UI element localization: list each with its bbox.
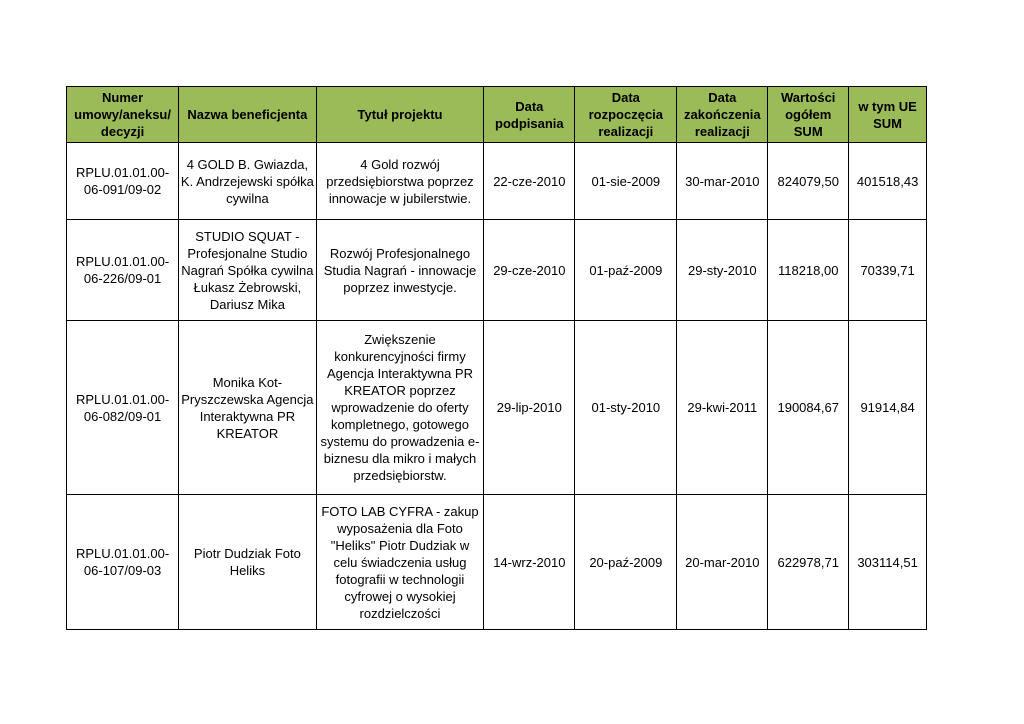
header-row xyxy=(67,87,927,143)
cell-total: 190084,67 xyxy=(768,321,849,495)
cell-end: 30-mar-2010 xyxy=(677,143,768,220)
header-signed: Data podpisania xyxy=(484,87,575,143)
header-number: Numer umowy/aneksu/ decyzji xyxy=(67,87,179,143)
cell-end: 20-mar-2010 xyxy=(677,495,768,630)
cell-beneficiary: STUDIO SQUAT - Profesjonalne Studio Nagrań Spółka cywilna Łukasz Żebrowski, Dariusz Mika xyxy=(179,220,316,321)
cell-total: 118218,00 xyxy=(768,220,849,321)
cell-start: 01-sie-2009 xyxy=(575,143,677,220)
cell-beneficiary: Piotr Dudziak Foto Heliks xyxy=(179,495,316,630)
cell-title: Zwiększenie konkurencyjności firmy Agencja Interaktywna PR KREATOR poprzez wprowadzenie do oferty kompletnego, gotowego systemu do prowadzenia e-biznesu dla mikro i małych przedsiębiorstw. xyxy=(316,321,484,495)
cell-number: RPLU.01.01.00-06-091/09-02 xyxy=(67,143,179,220)
projects-table xyxy=(66,86,927,630)
cell-beneficiary: 4 GOLD B. Gwiazda, K. Andrzejewski spółka cywilna xyxy=(179,143,316,220)
cell-signed: 29-lip-2010 xyxy=(484,321,575,495)
cell-eu: 91914,84 xyxy=(849,321,927,495)
cell-eu: 70339,71 xyxy=(849,220,927,321)
cell-start: 01-paź-2009 xyxy=(575,220,677,321)
cell-total: 824079,50 xyxy=(768,143,849,220)
cell-end: 29-sty-2010 xyxy=(677,220,768,321)
header-start: Data rozpoczęcia realizacji xyxy=(575,87,677,143)
cell-signed: 22-cze-2010 xyxy=(484,143,575,220)
cell-number: RPLU.01.01.00-06-226/09-01 xyxy=(67,220,179,321)
cell-number: RPLU.01.01.00-06-107/09-03 xyxy=(67,495,179,630)
cell-start: 20-paź-2009 xyxy=(575,495,677,630)
cell-start: 01-sty-2010 xyxy=(575,321,677,495)
cell-signed: 14-wrz-2010 xyxy=(484,495,575,630)
cell-end: 29-kwi-2011 xyxy=(677,321,768,495)
table-row xyxy=(67,220,927,321)
cell-total: 622978,71 xyxy=(768,495,849,630)
header-title: Tytuł projektu xyxy=(316,87,484,143)
cell-title: Rozwój Profesjonalnego Studia Nagrań - innowacje poprzez inwestycje. xyxy=(316,220,484,321)
header-beneficiary: Nazwa beneficjenta xyxy=(179,87,316,143)
cell-number: RPLU.01.01.00-06-082/09-01 xyxy=(67,321,179,495)
table-row xyxy=(67,143,927,220)
table-row xyxy=(67,321,927,495)
cell-title: FOTO LAB CYFRA - zakup wyposażenia dla Foto "Heliks" Piotr Dudziak w celu świadczenia usług fotografii w technologii cyfrowej o wysokiej rozdzielczości xyxy=(316,495,484,630)
header-end: Data zakończenia realizacji xyxy=(677,87,768,143)
cell-beneficiary: Monika Kot-Pryszczewska Agencja Interaktywna PR KREATOR xyxy=(179,321,316,495)
cell-title: 4 Gold rozwój przedsiębiorstwa poprzez innowacje w jubilerstwie. xyxy=(316,143,484,220)
cell-eu: 401518,43 xyxy=(849,143,927,220)
table-row xyxy=(67,495,927,630)
header-eu: w tym UE SUM xyxy=(849,87,927,143)
header-total: Wartości ogółem SUM xyxy=(768,87,849,143)
cell-eu: 303114,51 xyxy=(849,495,927,630)
cell-signed: 29-cze-2010 xyxy=(484,220,575,321)
